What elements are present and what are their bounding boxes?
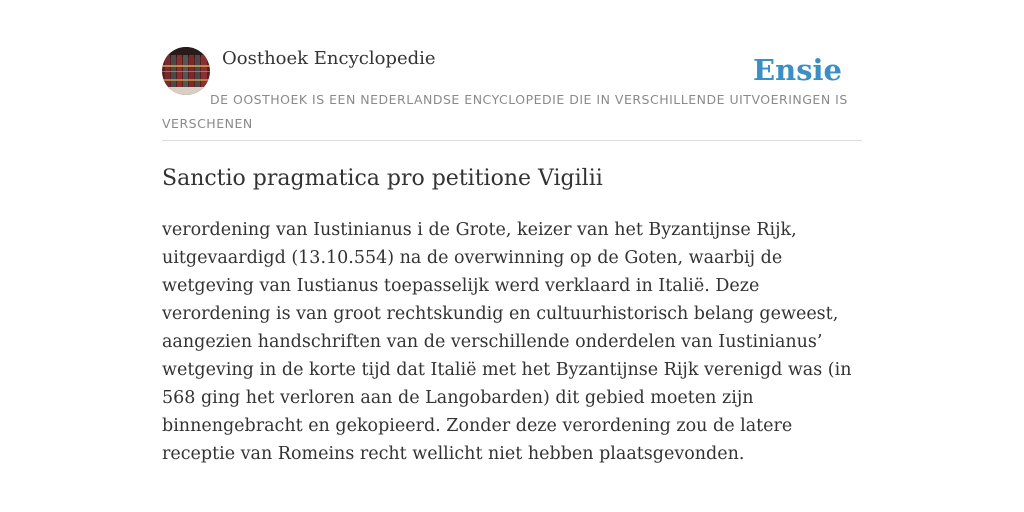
article-body: verordening van Iustinianus i de Grote, keizer van het Byzantijnse Rijk, uitgevaardigd (13.10.554) na de overwinning op de Goten, waarbij de wetgeving van Iustianus toepasselijk werd verklaard in Italië. Deze verordening is van groot rechtskundig en cultuurhistorisch belang geweest, aangezien handschriften van de verschillende onderdelen van Iustinianus’ wetgeving in de korte tijd dat Italië met het Byzantijnse Rijk verenigd was (in 568 ging het verloren aan de Langobarden) dit gebied moeten zijn binnengebracht en gekopieerd. Zonder deze verordening zou de latere receptie van Romeins recht wellicht niet hebben plaatsgevonden. <box>162 220 852 464</box>
source-title[interactable]: Oosthoek Encyclopedie <box>222 48 436 69</box>
article-title: Sanctio pragmatica pro petitione Vigilii <box>162 166 603 191</box>
source-description: DE OOSTHOEK IS EEN NEDERLANDSE ENCYCLOPEDIE DIE IN VERSCHILLENDE UITVOERINGEN IS VERSCHENEN <box>162 92 848 131</box>
brand-logo[interactable]: Ensie <box>753 53 842 87</box>
source-header <box>162 46 862 141</box>
